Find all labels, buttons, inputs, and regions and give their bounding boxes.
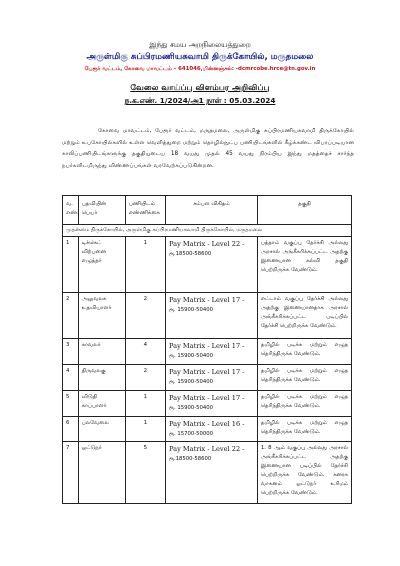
- row-pay: [166, 237, 258, 293]
- row-pay: [166, 417, 258, 442]
- row-post: பலவேலை: [78, 417, 125, 442]
- header-count: பணியிடம் எண்ணிக்கை: [125, 196, 165, 225]
- pay-scale: ரூ. 15900-50400: [169, 353, 213, 359]
- table-row: [63, 293, 352, 339]
- temple-address: பேரூர் வட்டம், கோவை மாவட்டம் – 641046,மின்னஞ்சல்: -dcmrcobe.hrce@tn.gov.in: [84, 66, 316, 72]
- table-row: [63, 237, 352, 293]
- row-post: ஓட்டுநர்: [78, 442, 125, 504]
- pay-level: Pay Matrix - Level 17 -: [169, 296, 245, 304]
- notice-title: வேலை வாய்ப்பு விளம்பர அறிவிப்பு: [130, 82, 270, 92]
- table-row: [63, 339, 352, 365]
- header-pay: சம்பள விகிதம்: [166, 196, 258, 225]
- row-qualification: தமிழில் படிக்க மற்றும் எழுத தெரிந்திருக்க வேண்டும்.: [257, 391, 351, 417]
- row-sno: 6: [63, 417, 79, 442]
- row-post: விடுதி காப்பாளர்: [78, 391, 125, 417]
- header-post: பதவியின் பெயர்: [78, 196, 125, 225]
- section-title: முதன்மை திருக்கோயில், அருள்மிகு சுப்பிரமணியசுவாமி திருக்கோயில், மருதமலை: [63, 225, 352, 237]
- row-sno: 1: [63, 237, 79, 293]
- row-post: காவலர்: [78, 339, 125, 365]
- row-pay: [166, 442, 258, 504]
- table-row: [63, 442, 352, 504]
- pay-level: Pay Matrix - Level 16 -: [169, 420, 245, 428]
- pay-level: Pay Matrix - Level 22 -: [169, 240, 245, 248]
- row-count: 2: [125, 293, 165, 339]
- pay-scale: ரூ. 15900-50400: [169, 379, 213, 385]
- pay-scale: ரூ.18500-58600: [169, 251, 212, 257]
- pay-scale: ரூ. 15700-50000: [169, 431, 213, 437]
- pay-level: Pay Matrix - Level 17 -: [169, 394, 245, 402]
- row-qualification: தமிழில் படிக்க மற்றும் எழுத தெரிந்திருக்க வேண்டும்.: [257, 339, 351, 365]
- intro-paragraph: கோவை மாவட்டம், பேரூர் வட்டம், மருதமலை, அருள்மிகு சுப்பிரமணியசுவாமி திருக்கோயில் மற்றும் உபகோயில்களில் உள்ள வெளித்துறை மற்றும் தொழில்நுட்ப பணியிடங்களில் கீழ்க்கண்ட விபரப்படியான காலிப்பணியிடங்களுக்கு தகுதியுடைய 18 வயது முதல் 45 வயது நிரம்பிய இந்து மதத்தைச் சார்ந்த நபர்களிடமிருந்து விண்ணப்பங்கள் வரவேற்கப்படுகின்றன.: [62, 128, 354, 169]
- table-row: [63, 365, 352, 391]
- row-count: 5: [125, 442, 165, 504]
- vacancy-table: [62, 195, 352, 504]
- table-header-row: [63, 196, 352, 225]
- row-sno: 3: [63, 339, 79, 365]
- pay-level: Pay Matrix - Level 17 -: [169, 368, 245, 376]
- pay-scale: ரூ.18500-58600: [169, 456, 212, 462]
- row-count: 2: [125, 365, 165, 391]
- department-name: இந்து சமய அறநிலையத்துறை: [149, 40, 251, 49]
- row-count: 1: [125, 237, 165, 293]
- header-sno: வ. எண்.: [63, 196, 79, 225]
- row-post: திருவலகு: [78, 365, 125, 391]
- row-qualification: தமிழில் படிக்க மற்றும் எழுத தெரிந்திருக்க வேண்டும்.: [257, 365, 351, 391]
- row-pay: [166, 391, 258, 417]
- header-qualification: தகுதி: [257, 196, 351, 225]
- row-count: 1: [125, 391, 165, 417]
- row-post: அலுவலக உதவியாளர்: [78, 293, 125, 339]
- row-qualification: தமிழில் படிக்க மற்றும் எழுத தெரிந்திருக்க வேண்டும்.: [257, 417, 351, 442]
- pay-level: Pay Matrix - Level 17 -: [169, 342, 245, 350]
- row-pay: [166, 293, 258, 339]
- section-row: [63, 225, 352, 237]
- row-sno: 4: [63, 365, 79, 391]
- row-count: 4: [125, 339, 165, 365]
- row-post: டிக்கெட் விற்பனை எழுத்தர்: [78, 237, 125, 293]
- reference-number: ந.க.எண். 1/2024/அ1 நாள் : 05.03.2024: [124, 96, 276, 105]
- pay-scale: ரூ. 15900-50400: [169, 307, 213, 313]
- row-qualification: எட்டாம் வகுப்பு தேர்ச்சி அல்லது அதற்கு இணையானதாக அரசால் அங்கீகரிக்கப்பட்ட படிப்பில் தேர்ச்சி பெற்றிருக்க வேண்டும்.: [257, 293, 351, 339]
- row-sno: 2: [63, 293, 79, 339]
- row-sno: 7: [63, 442, 79, 504]
- table-row: [63, 391, 352, 417]
- pay-scale: ரூ. 15900-50400: [169, 405, 213, 411]
- temple-name: அருள்மிகு சுப்பிரமணியசுவாமி திருக்கோயில், மருதமலை: [86, 52, 314, 62]
- row-pay: [166, 365, 258, 391]
- row-pay: [166, 339, 258, 365]
- row-qualification: பத்தாம் வகுப்பு தேர்ச்சி அல்லது அரசால் அங்கீகரிக்கப்பட்ட அதற்கு இணையான கல்வி தகுதி பெற்றிருக்க வேண்டும்.: [257, 237, 351, 293]
- row-qualification: 1. 8 ஆம் வகுப்பு அல்லது அரசால் அங்கீகரிக்கப்பட்ட அதற்கு இணையான படிப்பில் தேர்ச்சி பெற்றிருக்க வேண்டும். கனரக வாகனம் ஓட்டுநர் உரிமம் பெற்றிருக்க வேண்டும்.: [257, 442, 351, 504]
- row-count: 1: [125, 417, 165, 442]
- row-sno: 5: [63, 391, 79, 417]
- pay-level: Pay Matrix - Level 22 -: [169, 445, 245, 453]
- table-row: [63, 417, 352, 442]
